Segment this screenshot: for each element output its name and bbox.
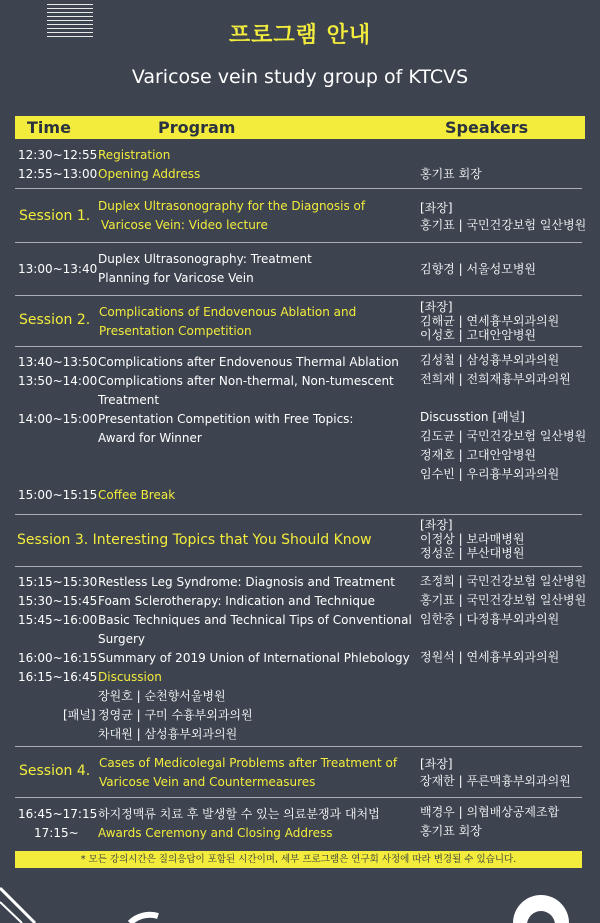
time-cell: 15:00~15:15 xyxy=(18,488,98,502)
divider xyxy=(15,746,582,747)
footer-note: * 모든 강의시간은 질의응답이 포함된 시간이며, 세부 프로그램은 연구회 사정에 따라 변경될 수 있습니다. xyxy=(15,851,582,868)
program-cell: Planning for Varicose Vein xyxy=(98,271,254,285)
program-cell: Surgery xyxy=(98,632,145,646)
program-cell: Award for Winner xyxy=(98,431,202,445)
program-cell: Duplex Ultrasonography: Treatment xyxy=(98,252,312,266)
speaker-cell: 임수빈 | 우리흉부외과의원 xyxy=(420,467,560,481)
panel-label: [패널] xyxy=(63,708,96,722)
program-cell: Basic Techniques and Technical Tips of Conventional xyxy=(98,613,412,627)
program-cell: Complications after Non-thermal, Non-tumescent xyxy=(98,374,394,388)
program-cell: Foam Sclerotherapy: Indication and Technique xyxy=(98,594,375,608)
speaker-cell: 김성철 | 삼성흉부외과의원 xyxy=(420,353,560,367)
program-cell: Coffee Break xyxy=(98,488,176,502)
divider xyxy=(15,188,582,189)
speaker-cell: [좌장] xyxy=(420,300,453,314)
time-cell: 15:30~15:45 xyxy=(18,594,98,608)
session-3-label: Session 3. Interesting Topics that You Should Know xyxy=(17,532,372,548)
speaker-cell: [좌장] xyxy=(420,757,453,771)
program-cell: Presentation Competition xyxy=(99,324,252,338)
speaker-cell: 홍기표 회장 xyxy=(420,167,482,181)
program-cell: Complications of Endovenous Ablation and xyxy=(99,305,357,319)
header-speakers: Speakers xyxy=(445,118,529,137)
session-1-label: Session 1. xyxy=(19,208,91,224)
time-cell: 14:00~15:00 xyxy=(18,412,98,426)
speaker-cell: 조정희 | 국민건강보험 일산병원 xyxy=(420,574,587,588)
panel-member: 차대원 | 삼성흉부외과의원 xyxy=(98,727,238,741)
speaker-cell: Discusstion [패널] xyxy=(420,410,525,424)
speaker-cell: [좌장] xyxy=(420,201,453,215)
time-cell: 13:40~13:50 xyxy=(18,355,98,369)
program-cell: Restless Leg Syndrome: Diagnosis and Treatment xyxy=(98,575,395,589)
speaker-cell: 김도균 | 국민건강보험 일산병원 xyxy=(420,429,587,443)
time-cell: 16:45~17:15 xyxy=(18,807,98,821)
speaker-cell: 홍기표 | 국민건강보험 일산병원 xyxy=(420,593,587,607)
divider xyxy=(15,346,582,347)
time-cell: 15:45~16:00 xyxy=(18,613,98,627)
panel-member: 정영균 | 구미 수흉부외과의원 xyxy=(98,708,253,722)
program-cell: Summary of 2019 Union of International Phlebology xyxy=(98,651,410,665)
time-cell: 12:55~13:00 xyxy=(18,167,98,181)
table-header xyxy=(15,116,585,139)
divider xyxy=(15,295,582,296)
speaker-cell: 임한중 | 다정흉부외과의원 xyxy=(420,612,560,626)
program-cell: Duplex Ultrasonography for the Diagnosis of xyxy=(98,199,366,213)
speaker-cell: 홍기표 | 국민건강보험 일산병원 xyxy=(420,218,587,232)
speaker-cell: 이성호 | 고대안암병원 xyxy=(420,328,537,342)
page-subtitle: Varicose vein study group of KTCVS xyxy=(131,66,469,88)
session-4-label: Session 4. xyxy=(19,763,91,779)
time-cell: 15:15~15:30 xyxy=(18,575,98,589)
speaker-cell: 정성운 | 부산대병원 xyxy=(420,546,525,560)
speaker-cell: 홍기표 회장 xyxy=(420,824,482,838)
session-2-label: Session 2. xyxy=(19,312,91,328)
time-cell: 17:15~ xyxy=(34,826,79,840)
speaker-cell: 장재한 | 푸른맥흉부외과의원 xyxy=(420,774,571,788)
program-cell: Varicose Vein: Video lecture xyxy=(101,218,268,232)
speaker-cell: [좌장] xyxy=(420,518,453,532)
program-cell: Presentation Competition with Free Topics: xyxy=(98,412,354,426)
speaker-cell: 백경우 | 의협배상공제조합 xyxy=(420,805,560,819)
program-cell: Complications after Endovenous Thermal Ablation xyxy=(98,355,399,369)
program-cell: Awards Ceremony and Closing Address xyxy=(98,826,333,840)
speaker-cell: 김향경 | 서울성모병원 xyxy=(420,262,537,276)
time-cell: 16:15~16:45 xyxy=(18,670,98,684)
speaker-cell: 전희재 | 전희재흉부외과의원 xyxy=(420,372,571,386)
program-cell: Treatment xyxy=(98,393,160,407)
speaker-cell: 김해균 | 연세흉부외과의원 xyxy=(420,314,560,328)
program-cell: Opening Address xyxy=(98,167,201,181)
time-cell: 13:00~13:40 xyxy=(18,262,98,276)
program-cell: Cases of Medicolegal Problems after Treatment of xyxy=(99,756,398,770)
program-cell: Discussion xyxy=(98,670,162,684)
divider xyxy=(15,566,582,567)
panel-member: 장원호 | 순천향서울병원 xyxy=(98,689,226,703)
program-cell: 하지정맥류 치료 후 발생할 수 있는 의료분쟁과 대처법 xyxy=(98,807,380,821)
header-time: Time xyxy=(27,118,71,137)
speaker-cell: 이정상 | 보라매병원 xyxy=(420,532,525,546)
decorative-shapes-icon xyxy=(0,880,600,923)
speaker-cell: 정원석 | 연세흉부외과의원 xyxy=(420,650,560,664)
divider xyxy=(15,242,582,243)
time-cell: 12:30~12:55 xyxy=(18,148,98,162)
page-title: 프로그램 안내 xyxy=(228,23,372,48)
divider xyxy=(15,514,582,515)
program-cell: Varicose Vein and Countermeasures xyxy=(99,775,316,789)
speaker-cell: 정재호 | 고대안암병원 xyxy=(420,448,537,462)
header-program: Program xyxy=(158,118,236,137)
time-cell: 13:50~14:00 xyxy=(18,374,98,388)
program-cell: Registration xyxy=(98,148,171,162)
time-cell: 16:00~16:15 xyxy=(18,651,98,665)
divider xyxy=(15,797,582,798)
